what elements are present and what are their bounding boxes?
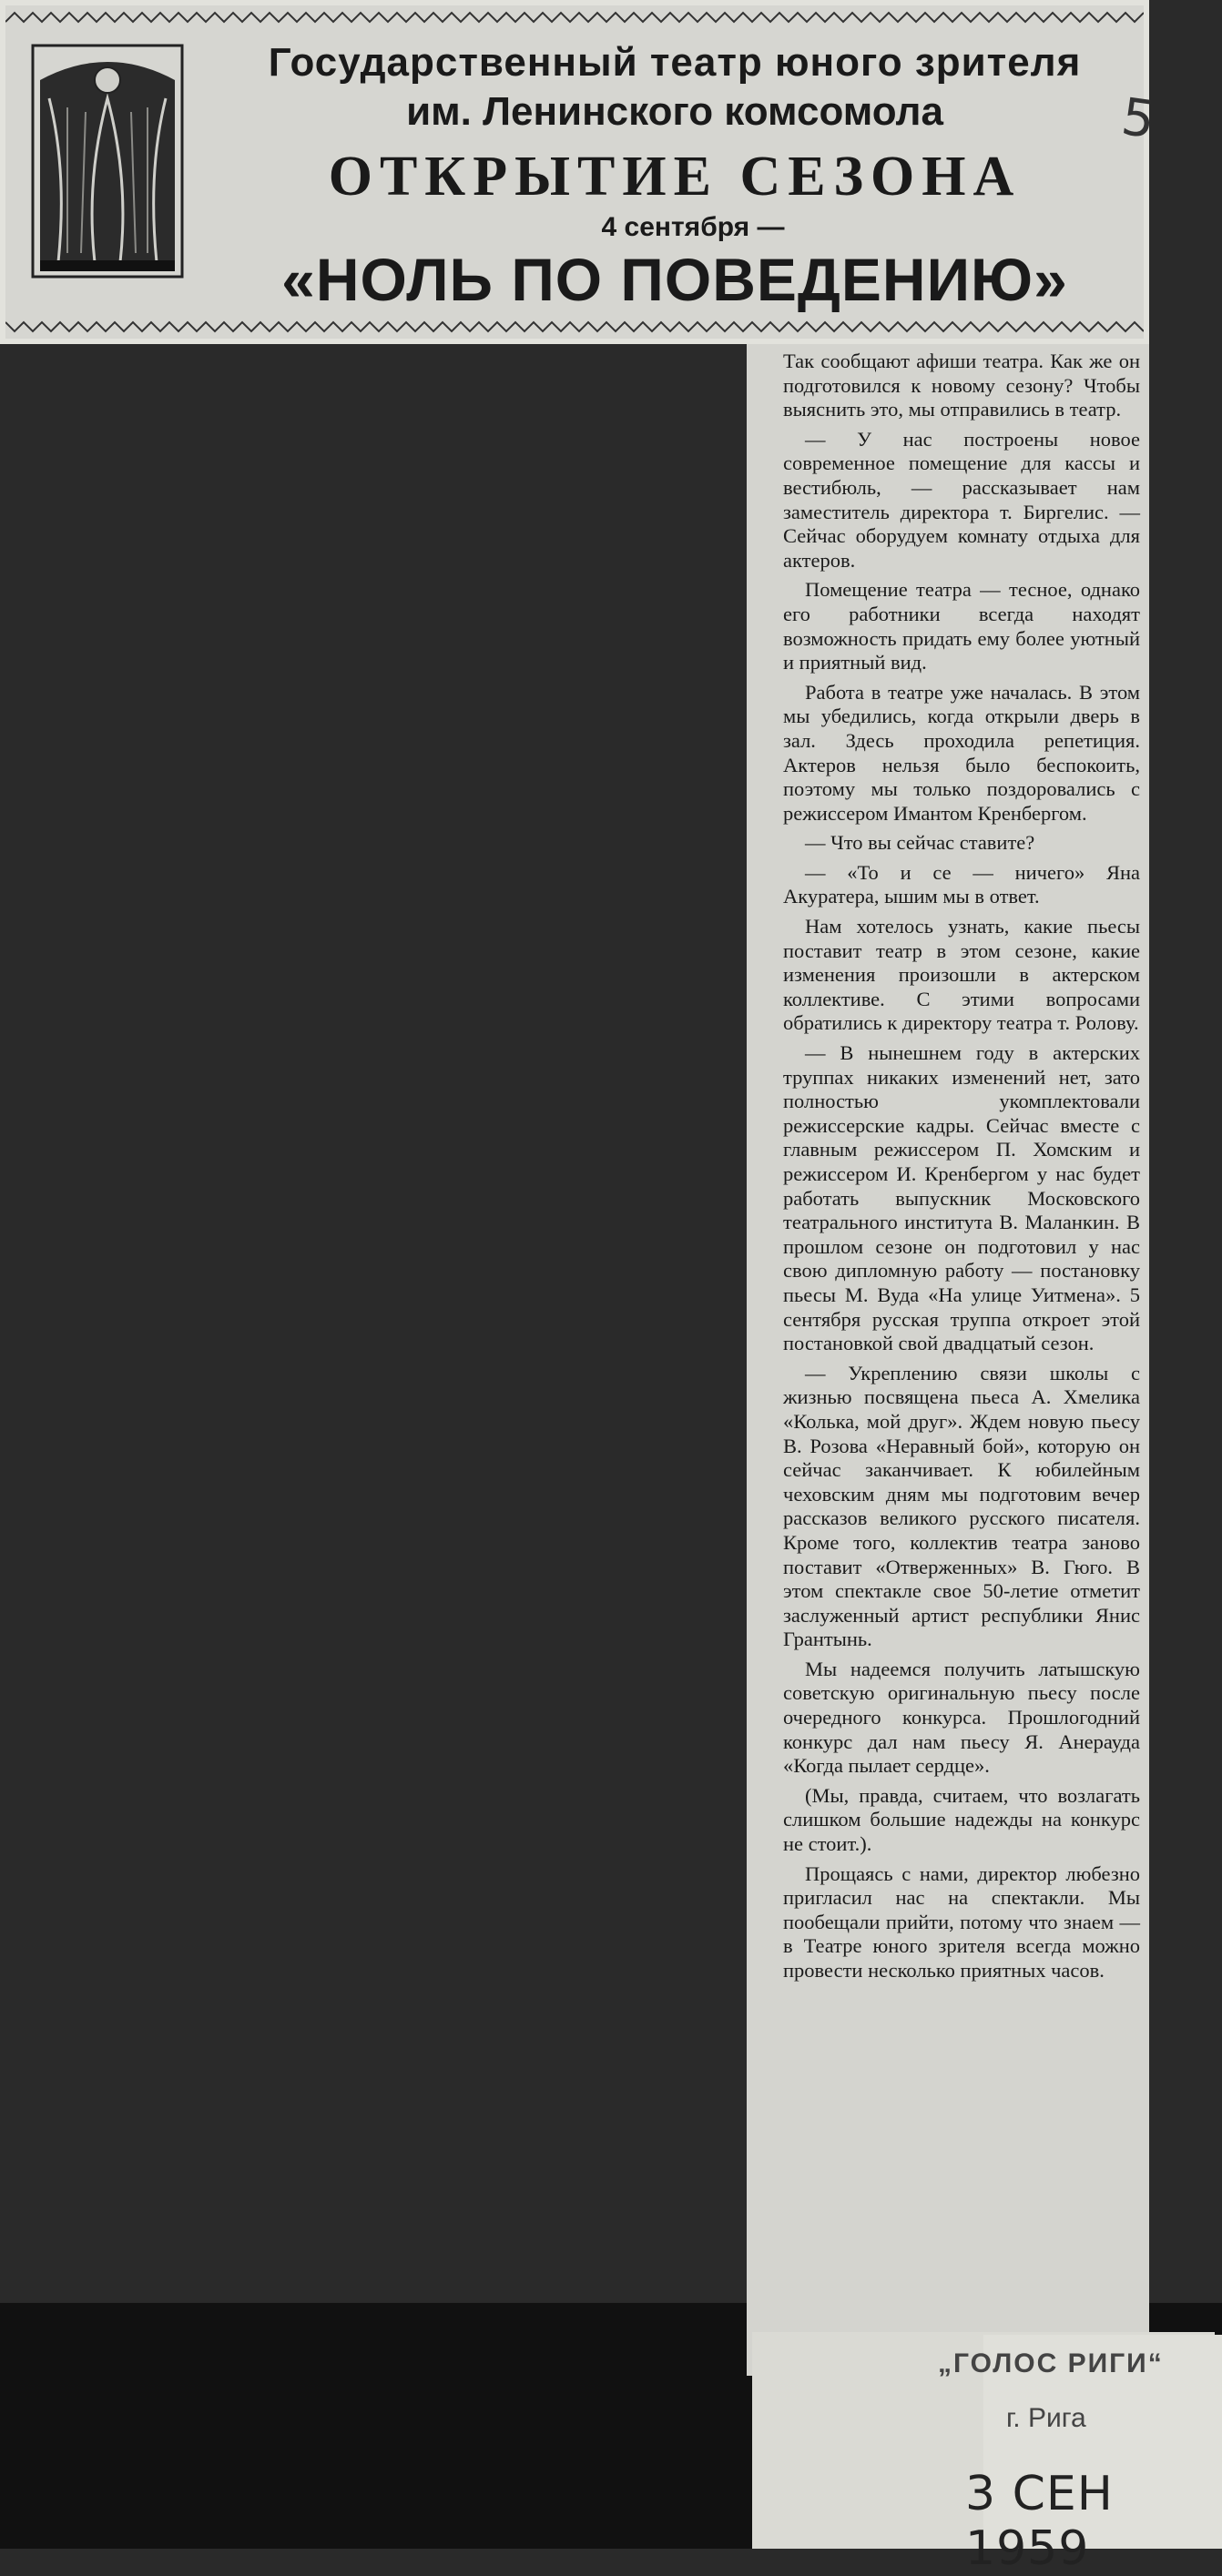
article-paragraph: — Укреплению связи школы с жизнью посвящена пьеса А. Хмелика «Колька, мой друг». Ждем новую пьесу В. Розова «Неравный бой», которую он сейчас заканчивает. К юбилейным чеховским дням мы подготовим вечер рассказов великого русского писателя. Кроме того, коллектив театра заново поставит «Отверженных» В. Гюго. В этом спектакле свое 50-летие отметит заслуженный артист республики Янис Грантынь. (783, 1361, 1140, 1651)
article-paragraph: — Что вы сейчас ставите? (805, 831, 1035, 855)
opening-date: 4 сентября — (601, 212, 785, 242)
zigzag-border-bottom (5, 320, 1144, 333)
article-paragraph: Мы надеемся получить латышскую советскую оригинальную пьесу после очередного конкурса. Прошлогодний конкурс дал нам пьесу Я. Анерауда «Когда пылает сердце». (783, 1657, 1140, 1778)
article-paragraph: — В нынешнем году в актерских труппах никаких изменений нет, зато полностью укомплектовали режиссерские кадры. Сейчас вместе с главным режиссером П. Хомским и режиссером И. Кренбергом у нас будет работать выпускник Московского театрального института В. Маланкин. В прошлом сезоне он подготовил у нас свою дипломную работу — постановку пьесы М. Вуда «На улице Уитмена». 5 сентября русская труппа откроет этой постановкой свой двадцатый сезон. (783, 1041, 1140, 1355)
article-paragraph: Прощаясь с нами, директор любезно пригласил нас на спектакли. Мы пообещали прийти, потому что знаем — в Театре юного зрителя всегда можно провести несколько приятных часов. (783, 1861, 1140, 1982)
city-stamp: г. Рига (1006, 2403, 1086, 2433)
article-paragraph: Так сообщают афиши театра. Как же он подготовился к новому сезону? Чтобы выяснить это, мы отправились в театр. (783, 350, 1140, 421)
article-paragraph: — У нас построены новое современное помещение для кассы и вестибюль, — рассказывает нам заместитель директора т. Биргелис. — Сейчас оборудуем комнату отдыха для актеров. (783, 427, 1140, 572)
zigzag-border-top (5, 11, 1144, 24)
article-paragraph: (Мы, правда, считаем, что возлагать слишком большие надежды на конкурс не стоит.). (783, 1783, 1140, 1856)
article-paragraph: Помещение театра — тесное, однако его работники всегда находят возможность придать ему более уютный и приятный вид. (783, 578, 1140, 674)
date-stamp: 3 СЕН 1959 (965, 2467, 1114, 2576)
theatre-curtain-emblem-icon (31, 44, 184, 279)
newspaper-name-stamp: „ГОЛОС РИГИ“ (938, 2348, 1164, 2378)
article-paragraph: Работа в театре уже началась. В этом мы убедились, когда открыли дверь в зал. Здесь проходила репетиция. Актеров нельзя было беспокоить, поэтому мы только поздоровались с режиссером Имантом Кренбергом. (783, 680, 1140, 825)
handwritten-margin-mark: 5 (1117, 86, 1158, 151)
article-paragraph: — «То и се — ничего» Яна Акуратера, ышим мы в ответ. (783, 860, 1140, 908)
season-opening-title: ОТКРЫТИЕ СЕЗОНА (328, 146, 1022, 208)
article-paragraph: Нам хотелось узнать, какие пьесы поставит театр в этом сезоне, какие изменения произошли в актерском коллективе. С этими вопросами обратились к директору театра т. Ролову. (783, 915, 1140, 1035)
theatre-announcement-header (0, 0, 1149, 344)
article-column (747, 344, 1149, 2376)
play-title: «НОЛЬ ПО ПОВЕДЕНИЮ» (281, 246, 1068, 313)
theatre-name: Государственный театр юного зрителя (268, 40, 1082, 85)
theatre-dedication: им. Ленинского комсомола (406, 89, 943, 134)
